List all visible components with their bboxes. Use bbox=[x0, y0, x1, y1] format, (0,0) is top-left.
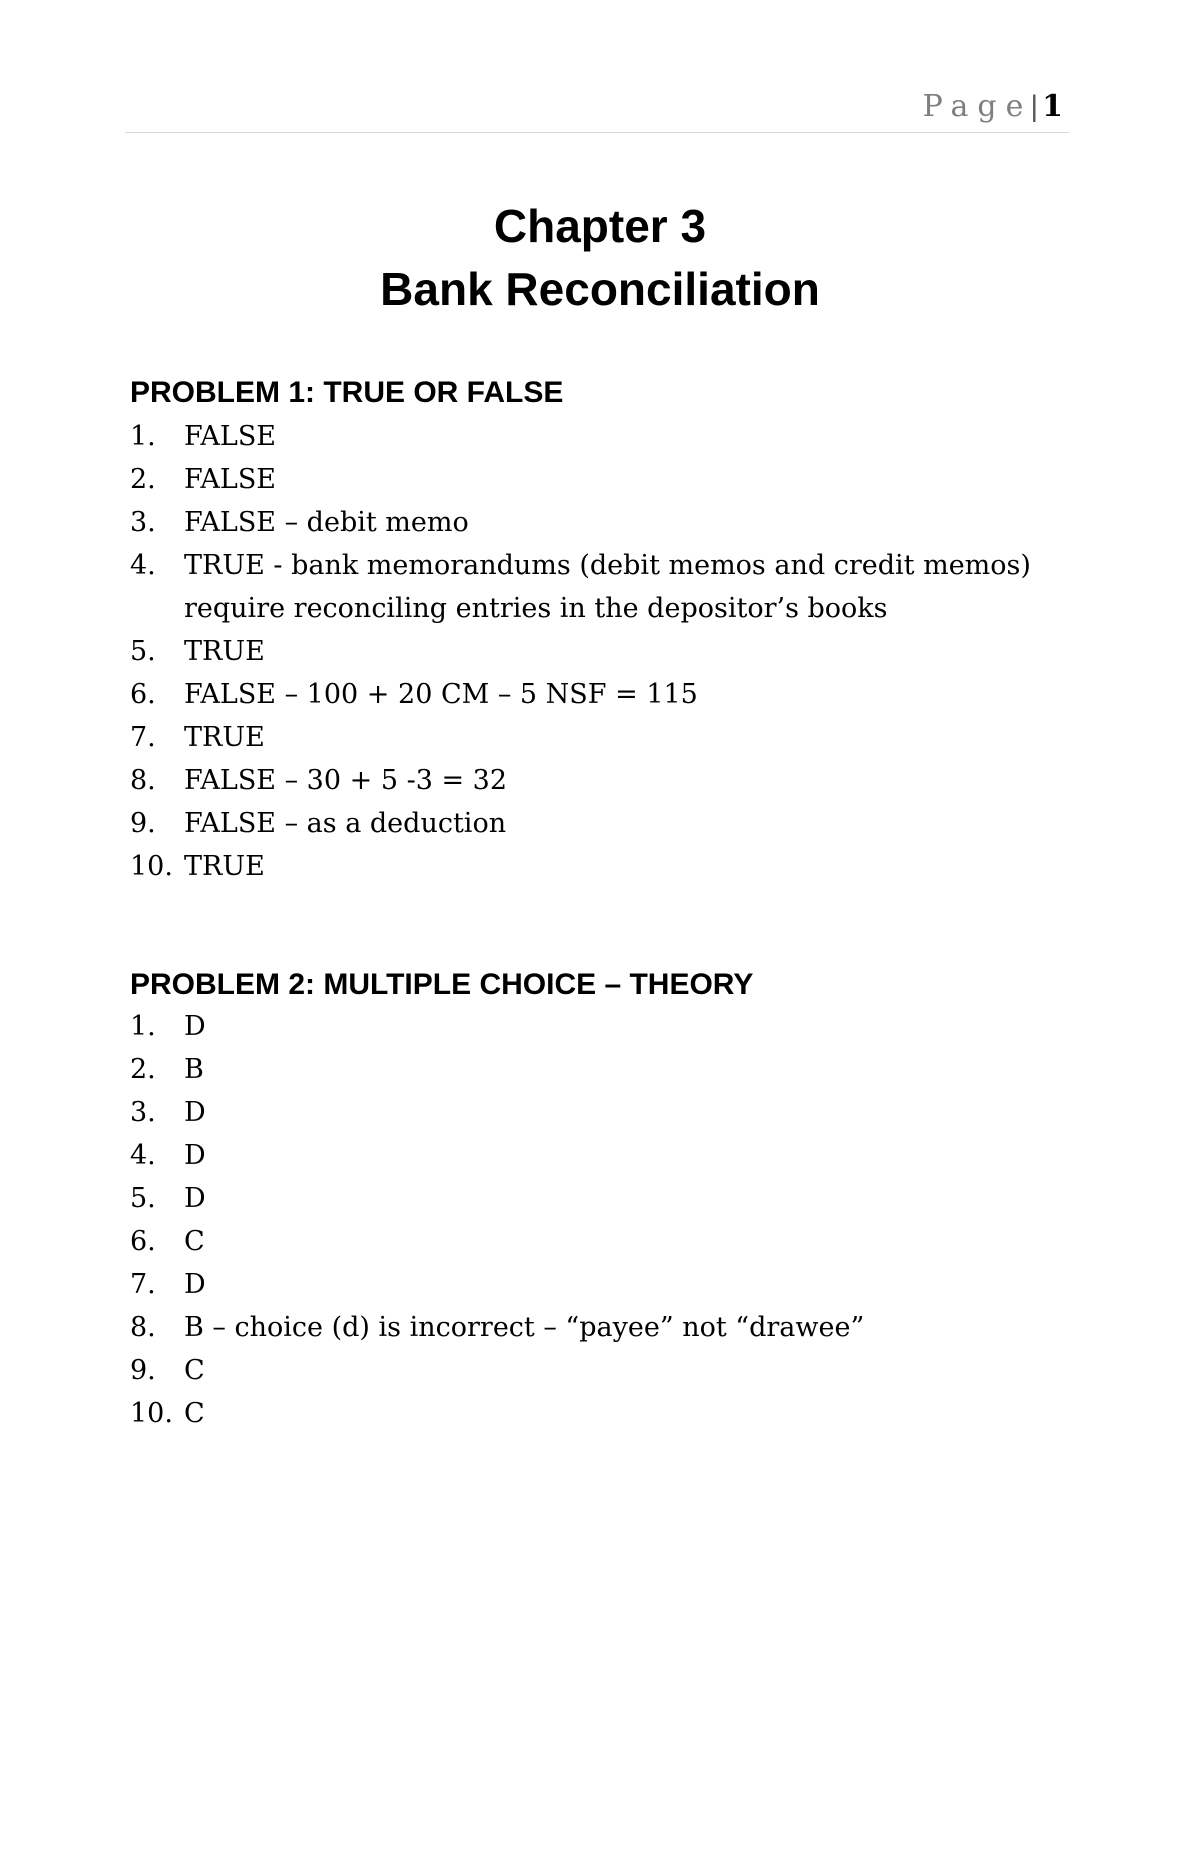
answer-number: 9. bbox=[130, 808, 156, 839]
answer-item bbox=[130, 1048, 1090, 1091]
problem-1-answer-list bbox=[130, 415, 1090, 888]
answer-text: D bbox=[184, 1011, 206, 1042]
answer-item bbox=[130, 1392, 1090, 1435]
answer-item bbox=[130, 673, 1090, 716]
answer-item bbox=[130, 1177, 1090, 1220]
answer-item bbox=[130, 1263, 1090, 1306]
answer-item bbox=[130, 458, 1090, 501]
answer-text: FALSE – 30 + 5 -3 = 32 bbox=[184, 765, 508, 796]
answer-item bbox=[130, 1349, 1090, 1392]
answer-number: 8. bbox=[130, 765, 156, 796]
answer-item bbox=[130, 845, 1090, 888]
answer-number: 4. bbox=[130, 1140, 156, 1171]
answer-text: FALSE bbox=[184, 421, 277, 452]
answer-number: 2. bbox=[130, 1054, 156, 1085]
answer-text: C bbox=[184, 1226, 205, 1257]
answer-item bbox=[130, 716, 1090, 759]
answer-number: 3. bbox=[130, 1097, 156, 1128]
answer-text: TRUE bbox=[184, 722, 265, 753]
answer-text: FALSE – 100 + 20 CM – 5 NSF = 115 bbox=[184, 679, 698, 710]
answer-item bbox=[130, 415, 1090, 458]
answer-number: 10. bbox=[130, 1398, 173, 1429]
answer-number: 3. bbox=[130, 507, 156, 538]
answer-item bbox=[130, 501, 1090, 544]
answer-text: C bbox=[184, 1355, 205, 1386]
answer-text: FALSE – debit memo bbox=[184, 507, 469, 538]
answer-number: 7. bbox=[130, 1269, 156, 1300]
answer-item bbox=[130, 1134, 1090, 1177]
answer-number: 4. bbox=[130, 550, 156, 581]
answer-text: D bbox=[184, 1269, 206, 1300]
page-header bbox=[125, 86, 1069, 133]
answer-number: 1. bbox=[130, 421, 156, 452]
answer-number: 10. bbox=[130, 851, 173, 882]
answer-text: D bbox=[184, 1097, 206, 1128]
answer-text: TRUE - bank memorandums (debit memos and credit memos) require reconciling entries in the depositor’s books bbox=[184, 550, 1031, 624]
answer-number: 5. bbox=[130, 1183, 156, 1214]
answer-number: 9. bbox=[130, 1355, 156, 1386]
answer-text: C bbox=[184, 1398, 205, 1429]
answer-item bbox=[130, 1220, 1090, 1263]
problem-2-answer-list bbox=[130, 1005, 1090, 1435]
answer-item bbox=[130, 544, 1090, 630]
problem-1-heading: PROBLEM 1: TRUE OR FALSE bbox=[130, 376, 564, 409]
answer-text: FALSE – as a deduction bbox=[184, 808, 507, 839]
answer-number: 7. bbox=[130, 722, 156, 753]
answer-text: FALSE bbox=[184, 464, 277, 495]
problem-2-heading: PROBLEM 2: MULTIPLE CHOICE – THEORY bbox=[130, 968, 754, 1001]
answer-text: D bbox=[184, 1140, 206, 1171]
answer-item bbox=[130, 630, 1090, 673]
chapter-title: Chapter 3 bbox=[493, 200, 707, 252]
chapter-subtitle: Bank Reconciliation bbox=[380, 263, 820, 315]
page-word: Page bbox=[922, 89, 1033, 124]
answer-item bbox=[130, 1306, 1090, 1349]
answer-text: TRUE bbox=[184, 636, 265, 667]
answer-item bbox=[130, 802, 1090, 845]
answer-text: B bbox=[184, 1054, 204, 1085]
answer-item bbox=[130, 1005, 1090, 1048]
answer-number: 6. bbox=[130, 679, 156, 710]
answer-item bbox=[130, 759, 1090, 802]
answer-text: D bbox=[184, 1183, 206, 1214]
page-separator: | bbox=[1030, 90, 1039, 123]
answer-text: TRUE bbox=[184, 851, 265, 882]
answer-number: 8. bbox=[130, 1312, 156, 1343]
answer-number: 2. bbox=[130, 464, 156, 495]
answer-number: 6. bbox=[130, 1226, 156, 1257]
answer-text: B – choice (d) is incorrect – “payee” not “drawee” bbox=[184, 1312, 865, 1343]
page-number-value: 1 bbox=[1042, 89, 1063, 124]
answer-item bbox=[130, 1091, 1090, 1134]
answer-number: 1. bbox=[130, 1011, 156, 1042]
page-number bbox=[922, 89, 1063, 124]
answer-number: 5. bbox=[130, 636, 156, 667]
